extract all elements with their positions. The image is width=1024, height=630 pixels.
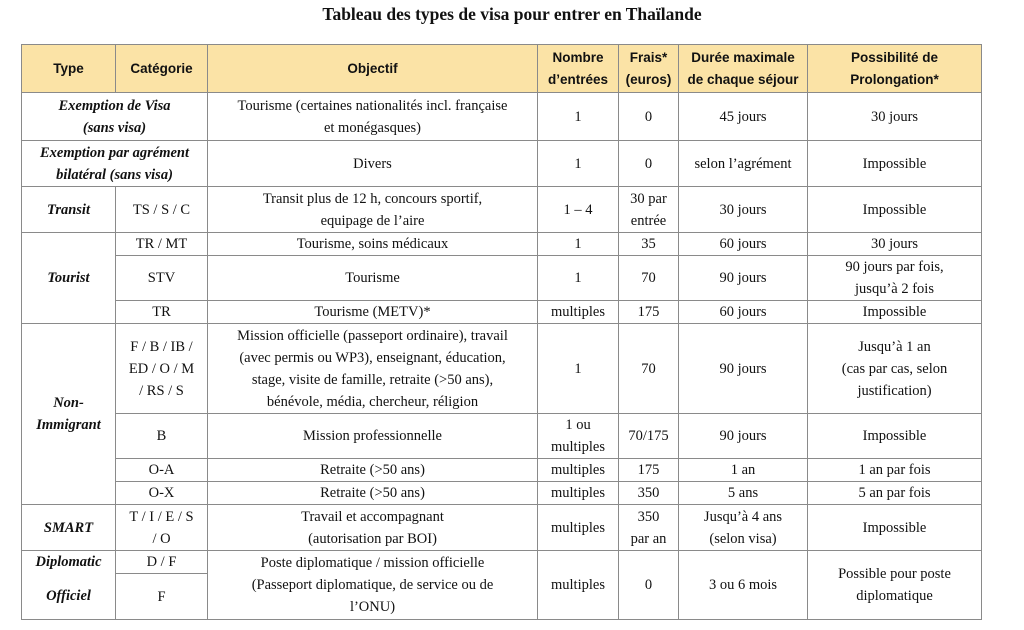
table-row <box>22 551 982 574</box>
type-cell-nonimmigrant: Non- Immigrant <box>22 324 116 505</box>
table-row <box>22 187 982 233</box>
objectif-cell: Tourisme (METV)* <box>208 301 538 324</box>
duree-cell: 1 an <box>679 459 808 482</box>
categorie-cell: F <box>116 574 208 620</box>
table-row <box>22 93 982 141</box>
nombre-cell: 1 <box>538 141 619 187</box>
table-row <box>22 459 982 482</box>
duree-cell: 90 jours <box>679 324 808 414</box>
table-row <box>22 141 982 187</box>
nombre-cell: multiples <box>538 505 619 551</box>
prolongation-cell: 5 an par fois <box>808 482 982 505</box>
categorie-cell: T / I / E / S / O <box>116 505 208 551</box>
objectif-cell: Divers <box>208 141 538 187</box>
frais-cell: 175 <box>619 459 679 482</box>
prolongation-cell: Possible pour poste diplomatique <box>808 551 982 620</box>
duree-cell: 90 jours <box>679 414 808 459</box>
objectif-cell: Mission officielle (passeport ordinaire), travail (avec permis ou WP3), enseignant, éducation, stage, visite de famille, retraite (>50 ans), bénévole, média, chercheur, réligion <box>208 324 538 414</box>
prolongation-cell: Impossible <box>808 414 982 459</box>
table-row <box>22 256 982 301</box>
nombre-cell: 1 <box>538 324 619 414</box>
table-row <box>22 505 982 551</box>
objectif-cell: Tourisme, soins médicaux <box>208 233 538 256</box>
prolongation-cell: 30 jours <box>808 93 982 141</box>
prolongation-cell: Jusqu’à 1 an (cas par cas, selon justification) <box>808 324 982 414</box>
categorie-cell: B <box>116 414 208 459</box>
nombre-cell: 1 <box>538 256 619 301</box>
frais-cell: 0 <box>619 141 679 187</box>
type-cell-tourist: Tourist <box>22 233 116 324</box>
prolongation-cell: Impossible <box>808 187 982 233</box>
type-cell-officiel: Officiel <box>22 574 116 620</box>
header-possibilite: Possibilité de Prolongation* <box>808 45 982 93</box>
type-cell-smart: SMART <box>22 505 116 551</box>
type-cell-bilateral: Exemption par agrément bilatéral (sans visa) <box>22 141 208 187</box>
duree-cell: Jusqu’à 4 ans (selon visa) <box>679 505 808 551</box>
frais-cell: 35 <box>619 233 679 256</box>
prolongation-cell: Impossible <box>808 505 982 551</box>
prolongation-cell: 90 jours par fois, jusqu’à 2 fois <box>808 256 982 301</box>
prolongation-cell: Impossible <box>808 141 982 187</box>
frais-cell: 70/175 <box>619 414 679 459</box>
header-categorie: Catégorie <box>116 45 208 93</box>
frais-cell: 70 <box>619 256 679 301</box>
objectif-cell: Transit plus de 12 h, concours sportif, equipage de l’aire <box>208 187 538 233</box>
duree-cell: 60 jours <box>679 301 808 324</box>
header-frais: Frais* (euros) <box>619 45 679 93</box>
nombre-cell: multiples <box>538 301 619 324</box>
header-nombre: Nombre d’entrées <box>538 45 619 93</box>
objectif-cell: Mission professionnelle <box>208 414 538 459</box>
table-row <box>22 482 982 505</box>
type-cell-diplomatic: Diplomatic <box>22 551 116 574</box>
prolongation-cell: 30 jours <box>808 233 982 256</box>
frais-cell: 70 <box>619 324 679 414</box>
prolongation-cell: Impossible <box>808 301 982 324</box>
table-row <box>22 301 982 324</box>
objectif-cell: Poste diplomatique / mission officielle (Passeport diplomatique, de service ou de l’ONU) <box>208 551 538 620</box>
table-row <box>22 324 982 414</box>
prolongation-cell: 1 an par fois <box>808 459 982 482</box>
duree-cell: 90 jours <box>679 256 808 301</box>
objectif-cell: Travail et accompagnant (autorisation par BOI) <box>208 505 538 551</box>
categorie-cell: O-X <box>116 482 208 505</box>
frais-cell: 0 <box>619 551 679 620</box>
categorie-cell: D / F <box>116 551 208 574</box>
objectif-cell: Tourisme <box>208 256 538 301</box>
frais-cell: 350 <box>619 482 679 505</box>
visa-types-table <box>21 44 982 620</box>
categorie-cell: STV <box>116 256 208 301</box>
table-header-row <box>22 45 982 93</box>
objectif-cell: Tourisme (certaines nationalités incl. française et monégasques) <box>208 93 538 141</box>
nombre-cell: 1 <box>538 233 619 256</box>
nombre-cell: 1 <box>538 93 619 141</box>
header-type: Type <box>22 45 116 93</box>
page-title: Tableau des types de visa pour entrer en Thaïlande <box>322 4 702 24</box>
type-cell-transit: Transit <box>22 187 116 233</box>
categorie-cell: TR / MT <box>116 233 208 256</box>
duree-cell: 60 jours <box>679 233 808 256</box>
frais-cell: 30 par entrée <box>619 187 679 233</box>
duree-cell: selon l’agrément <box>679 141 808 187</box>
nombre-cell: 1 – 4 <box>538 187 619 233</box>
categorie-cell: TR <box>116 301 208 324</box>
categorie-cell: TS / S / C <box>116 187 208 233</box>
frais-cell: 175 <box>619 301 679 324</box>
header-objectif: Objectif <box>208 45 538 93</box>
objectif-cell: Retraite (>50 ans) <box>208 482 538 505</box>
objectif-cell: Retraite (>50 ans) <box>208 459 538 482</box>
table-row <box>22 233 982 256</box>
duree-cell: 30 jours <box>679 187 808 233</box>
duree-cell: 3 ou 6 mois <box>679 551 808 620</box>
table-row <box>22 414 982 459</box>
frais-cell: 350 par an <box>619 505 679 551</box>
frais-cell: 0 <box>619 93 679 141</box>
nombre-cell: multiples <box>538 551 619 620</box>
categorie-cell: F / B / IB / ED / O / M / RS / S <box>116 324 208 414</box>
nombre-cell: multiples <box>538 482 619 505</box>
duree-cell: 45 jours <box>679 93 808 141</box>
nombre-cell: multiples <box>538 459 619 482</box>
duree-cell: 5 ans <box>679 482 808 505</box>
categorie-cell: O-A <box>116 459 208 482</box>
header-duree: Durée maximale de chaque séjour <box>679 45 808 93</box>
type-cell-exemption: Exemption de Visa (sans visa) <box>22 93 208 141</box>
nombre-cell: 1 ou multiples <box>538 414 619 459</box>
